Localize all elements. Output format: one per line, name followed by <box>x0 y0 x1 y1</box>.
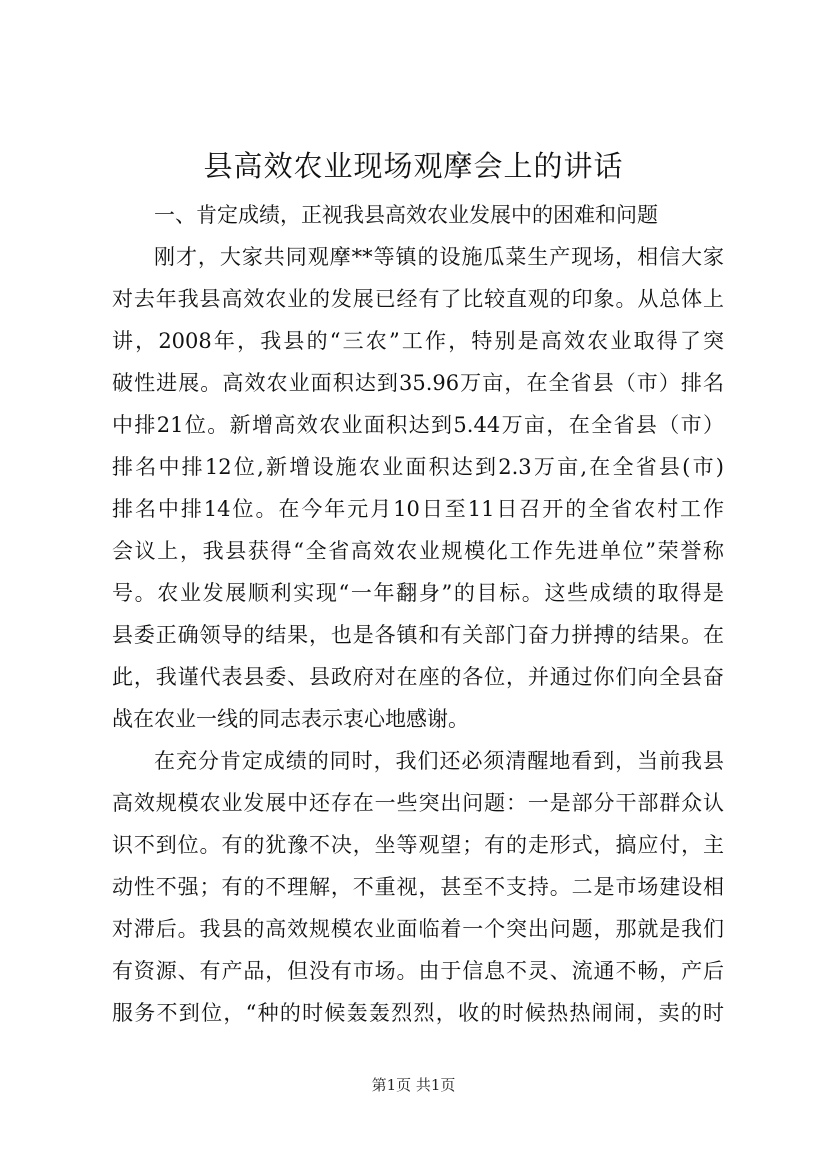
paragraph-line: 县委正确领导的结果，也是各镇和有关部门奋力拼搏的结果。在 <box>112 623 724 647</box>
paragraph-line: 动性不强；有的不理解，不重视，甚至不支持。二是市场建设相 <box>112 875 724 899</box>
paragraph-line: 识不到位。有的犹豫不决，坐等观望；有的走形式，搞应付，主 <box>112 833 724 857</box>
paragraph-line: 讲，2008年，我县的“三农”工作，特别是高效农业取得了突 <box>112 329 724 353</box>
paragraph-line: 对滞后。我县的高效规模农业面临着一个突出问题，那就是我们 <box>112 917 724 941</box>
paragraph-line: 对去年我县高效农业的发展已经有了比较直观的印象。从总体上 <box>112 287 724 311</box>
paragraph-line: 排名中排14位。在今年元月10日至11日召开的全省农村工作 <box>112 497 724 521</box>
paragraph-line: 排名中排12位,新增设施农业面积达到2.3万亩,在全省县(市) <box>112 455 724 479</box>
document-body <box>112 194 724 1034</box>
paragraph-line: 此，我谨代表县委、县政府对在座的各位，并通过你们向全县奋 <box>112 665 724 689</box>
paragraph-line: 中排21位。新增高效农业面积达到5.44万亩，在全省县（市） <box>112 413 724 437</box>
paragraph-line: 破性进展。高效农业面积达到35.96万亩，在全省县（市）排名 <box>112 371 724 395</box>
paragraph-line: 战在农业一线的同志表示衷心地感谢。 <box>112 707 469 731</box>
paragraph-line: 在充分肯定成绩的同时，我们还必须清醒地看到，当前我县 <box>154 749 724 773</box>
section-heading: 一、肯定成绩，正视我县高效农业发展中的困难和问题 <box>154 203 658 227</box>
document-title: 县高效农业现场观摩会上的讲话 <box>203 149 624 183</box>
paragraph-line: 会议上，我县获得“全省高效农业规模化工作先进单位”荣誉称 <box>112 539 724 563</box>
page-number: 第1页 共1页 <box>371 1076 456 1094</box>
paragraph-line: 高效规模农业发展中还存在一些突出问题：一是部分干部群众认 <box>112 791 724 815</box>
paragraph-line: 刚才，大家共同观摩**等镇的设施瓜菜生产现场，相信大家 <box>154 245 724 269</box>
paragraph-line: 有资源、有产品，但没有市场。由于信息不灵、流通不畅，产后 <box>112 959 724 983</box>
paragraph-line: 服务不到位，“种的时候轰轰烈烈，收的时候热热闹闹，卖的时 <box>112 1001 724 1025</box>
paragraph-line: 号。农业发展顺利实现“一年翻身”的目标。这些成绩的取得是 <box>112 581 724 605</box>
